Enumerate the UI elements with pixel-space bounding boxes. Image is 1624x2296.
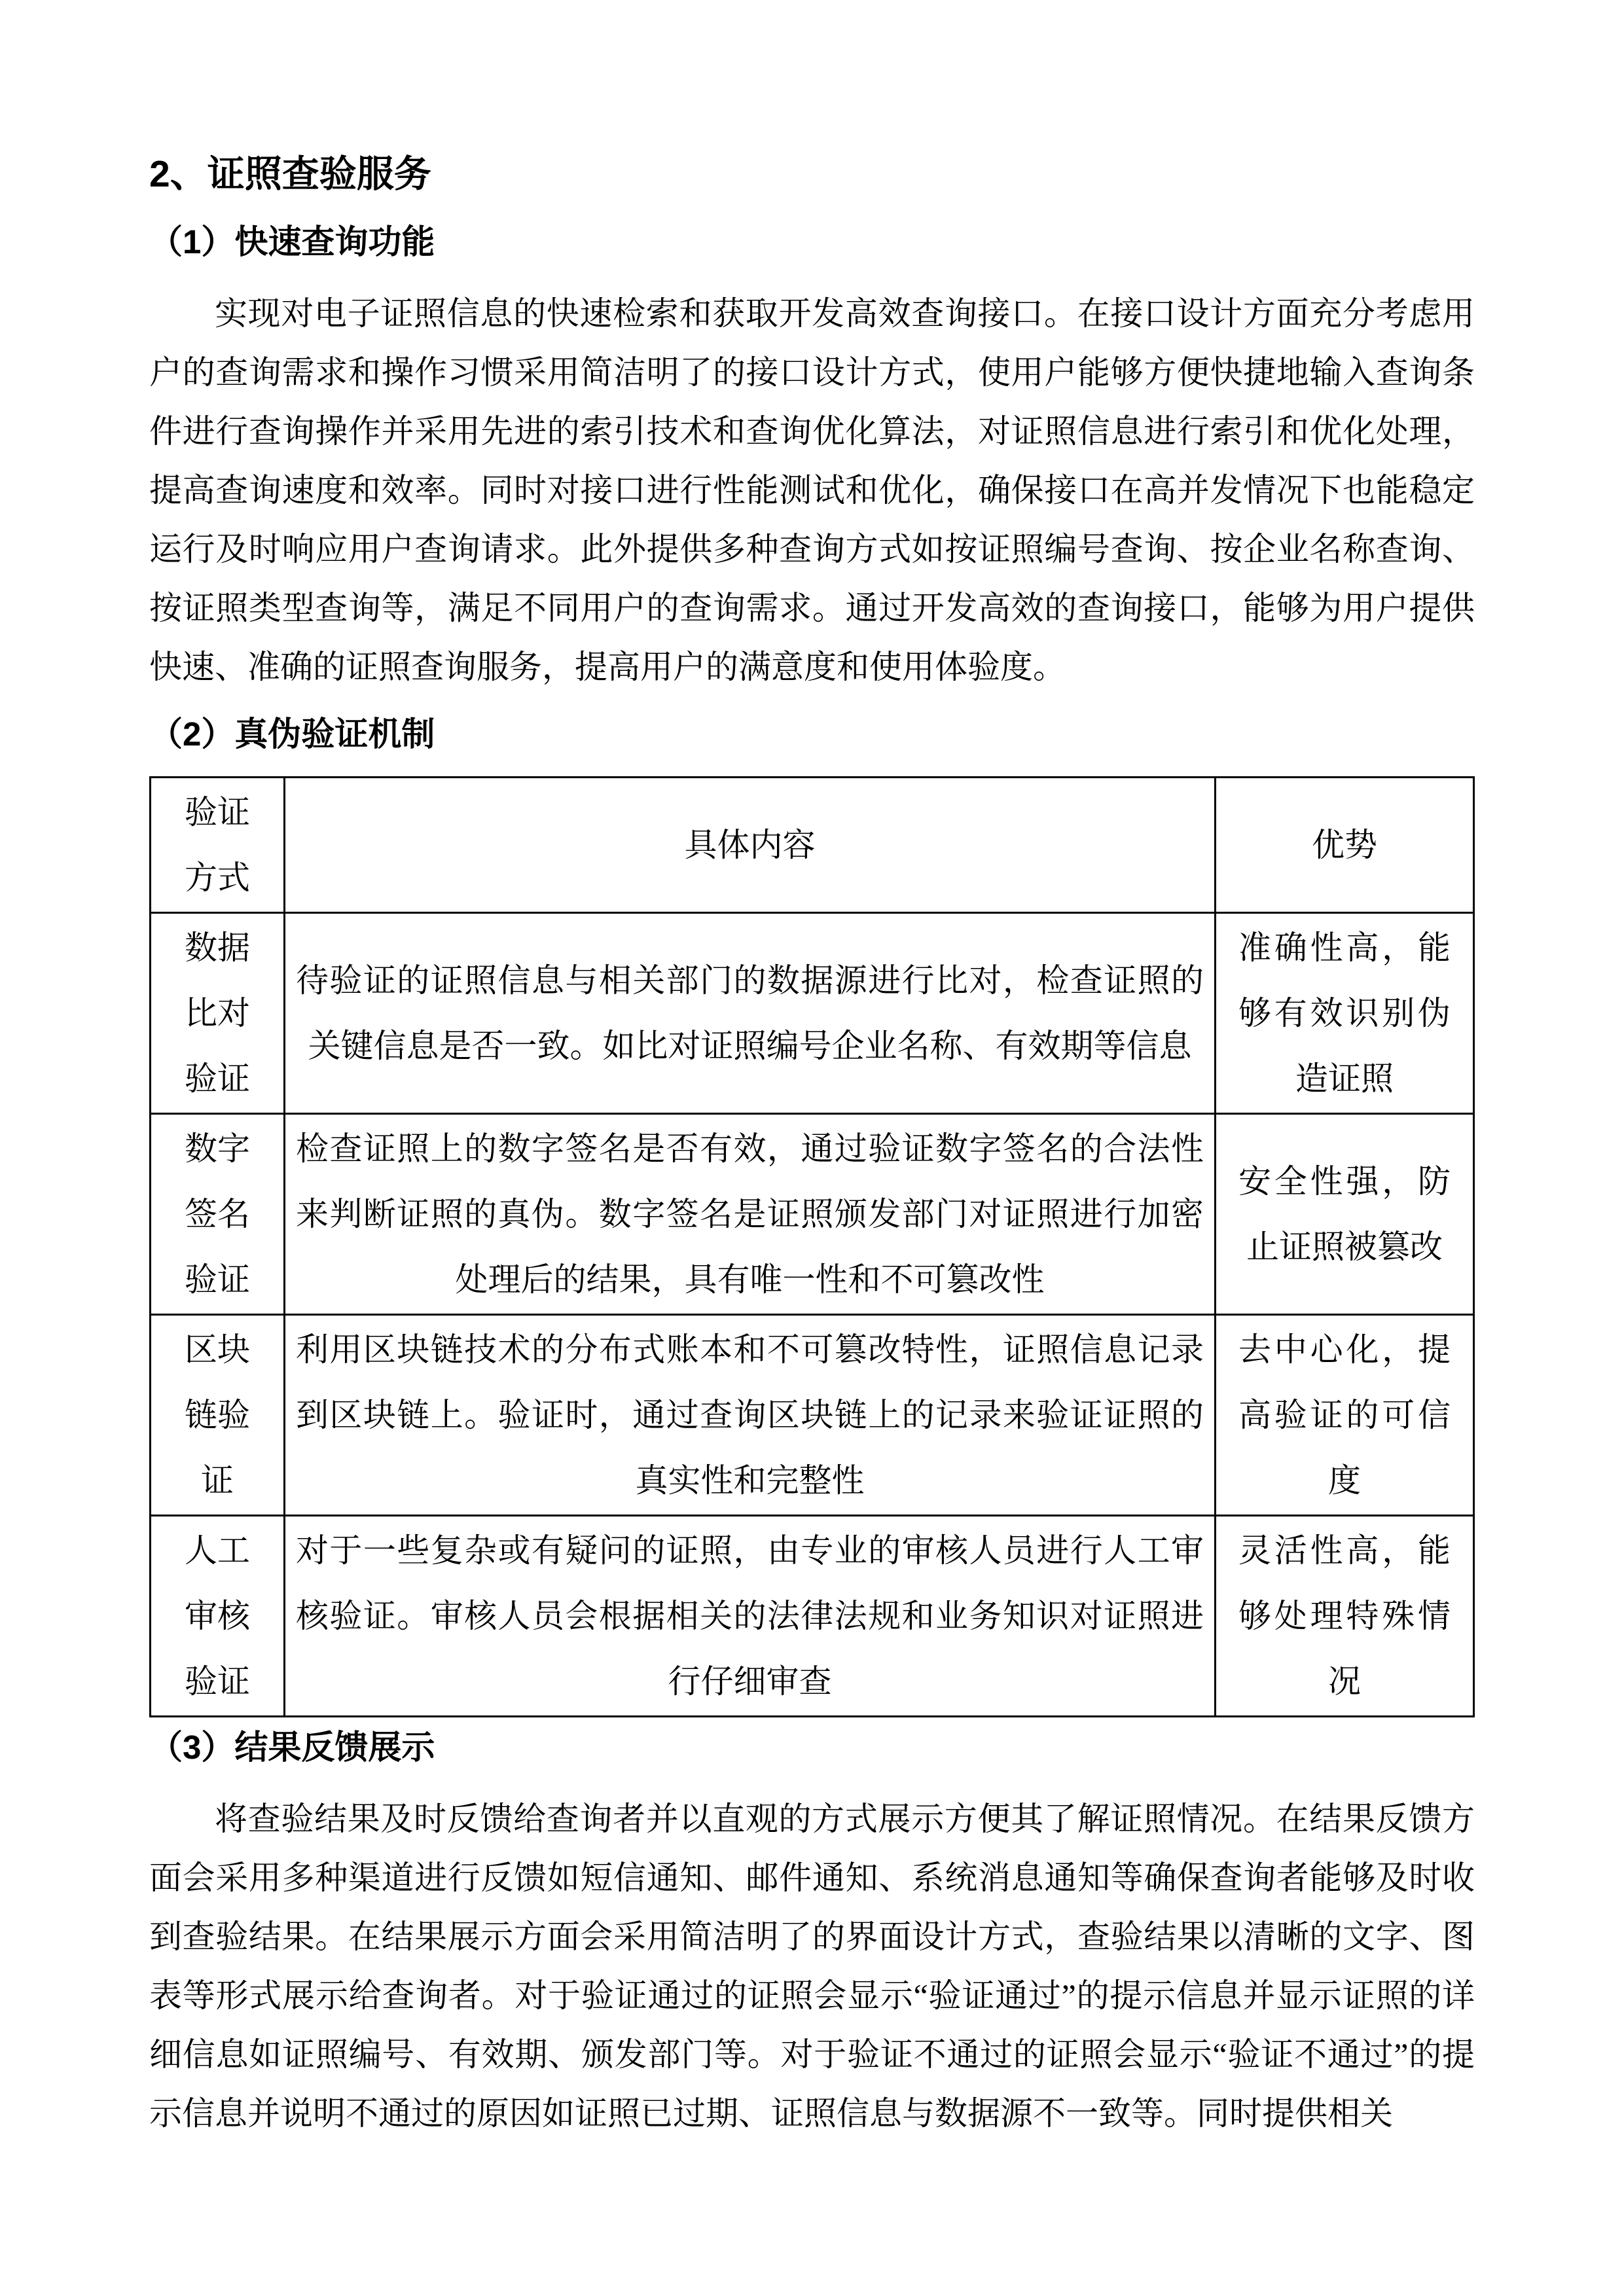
cell-content-blockchain: 利用区块链技术的分布式账本和不可篡改特性，证照信息记录到区块链上。验证时，通过查询区块链上的记录来验证证照的真实性和完整性	[285, 1314, 1216, 1515]
paragraph-result-feedback: 将查验结果及时反馈给查询者并以直观的方式展示方便其了解证照情况。在结果反馈方面会采用多种渠道进行反馈如短信通知、邮件通知、系统消息通知等确保查询者能够及时收到查验结果。在结果展示方面会采用简洁明了的界面设计方式，查验结果以清晰的文字、图表等形式展示给查询者。对于验证通过的证照会显示“验证通过”的提示信息并显示证照的详细信息如证照编号、有效期、颁发部门等。对于验证不通过的证照会显示“验证不通过”的提示信息并说明不通过的原因如证照已过期、证照信息与数据源不一致等。同时提供相关	[149, 1800, 1475, 2132]
table-header-method: 验证方式	[151, 777, 285, 912]
cell-method-digital-signature: 数字签名验证	[151, 1113, 285, 1314]
verification-methods-table	[149, 776, 1475, 1717]
cell-advantage-digital-signature: 安全性强，防止证照被篡改	[1216, 1113, 1474, 1314]
cell-method-blockchain: 区块链验证	[151, 1314, 285, 1515]
table-row-manual-review	[151, 1515, 1474, 1716]
cell-method-manual-review: 人工审核验证	[151, 1515, 285, 1716]
table-header-content: 具体内容	[285, 777, 1216, 912]
table-row-data-comparison	[151, 912, 1474, 1113]
cell-content-digital-signature: 检查证照上的数字签名是否有效，通过验证数字签名的合法性来判断证照的真伪。数字签名是证照颁发部门对证照进行加密处理后的结果，具有唯一性和不可篡改性	[285, 1113, 1216, 1314]
cell-content-data-comparison: 待验证的证照信息与相关部门的数据源进行比对，检查证照的关键信息是否一致。如比对证照编号企业名称、有效期等信息	[285, 912, 1216, 1113]
table-header-row	[151, 777, 1474, 912]
cell-advantage-blockchain: 去中心化，提高验证的可信度	[1216, 1314, 1474, 1515]
table-row-digital-signature	[151, 1113, 1474, 1314]
paragraph-quick-query: 实现对电子证照信息的快速检索和获取开发高效查询接口。在接口设计方面充分考虑用户的查询需求和操作习惯采用简洁明了的接口设计方式，使用户能够方便快捷地输入查询条件进行查询操作并采用先进的索引技术和查询优化算法，对证照信息进行索引和优化处理，提高查询速度和效率。同时对接口进行性能测试和优化，确保接口在高并发情况下也能稳定运行及时响应用户查询请求。此外提供多种查询方式如按证照编号查询、按企业名称查询、按证照类型查询等，满足不同用户的查询需求。通过开发高效的查询接口，能够为用户提供快速、准确的证照查询服务，提高用户的满意度和使用体验度。	[149, 295, 1475, 686]
subsection-heading-quick-query: （1）快速查询功能	[149, 223, 435, 261]
cell-content-manual-review: 对于一些复杂或有疑问的证照，由专业的审核人员进行人工审核验证。审核人员会根据相关的法律法规和业务知识对证照进行仔细审查	[285, 1515, 1216, 1716]
subsection-heading-result-feedback: （3）结果反馈展示	[149, 1728, 435, 1766]
cell-advantage-data-comparison: 准确性高，能够有效识别伪造证照	[1216, 912, 1474, 1113]
cell-advantage-manual-review: 灵活性高，能够处理特殊情况	[1216, 1515, 1474, 1716]
subsection-heading-verification-mechanism: （2）真伪验证机制	[149, 715, 435, 753]
page-title: 2、证照查验服务	[149, 153, 431, 195]
cell-method-data-comparison: 数据比对验证	[151, 912, 285, 1113]
table-row-blockchain	[151, 1314, 1474, 1515]
table-header-advantage: 优势	[1216, 777, 1474, 912]
